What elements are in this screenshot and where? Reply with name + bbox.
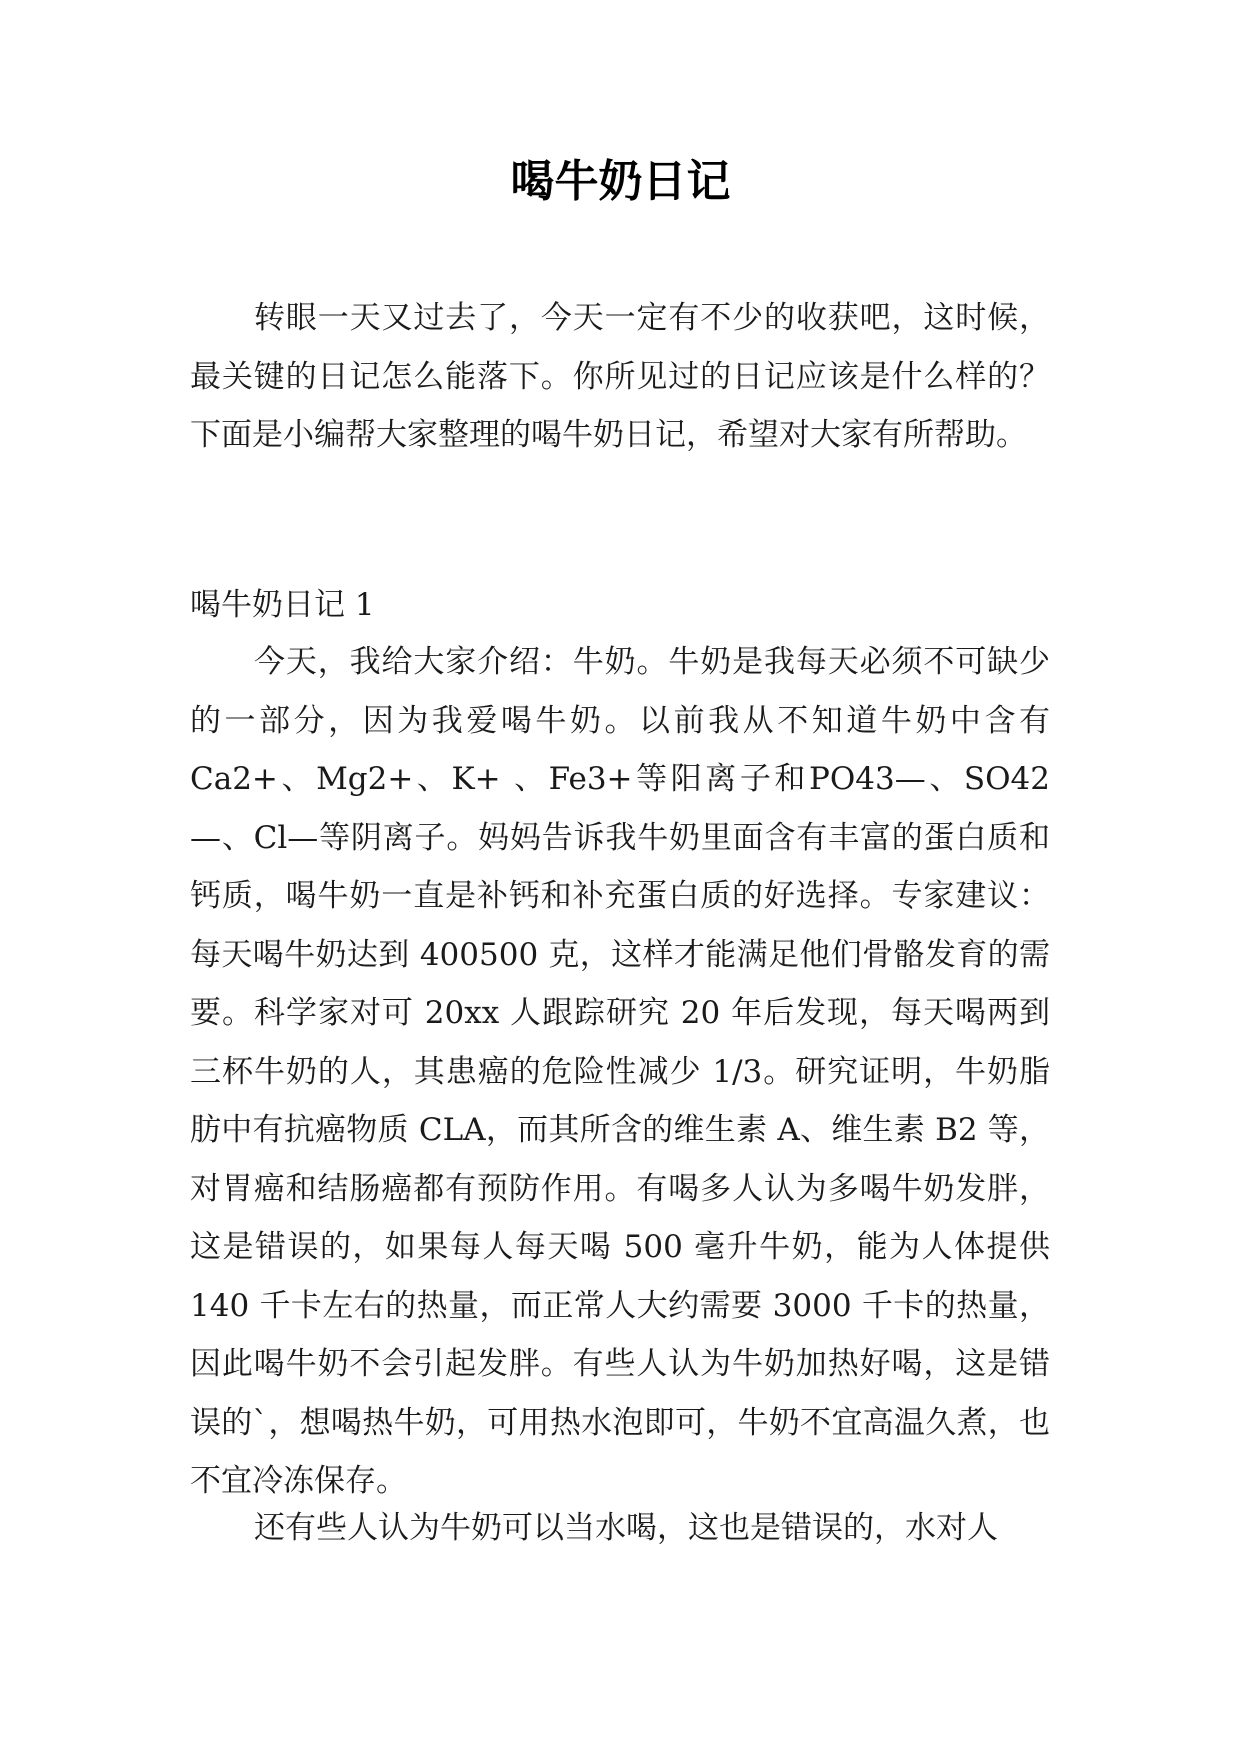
body-paragraph-1: 今天，我给大家介绍：牛奶。牛奶是我每天必须不可缺少的一部分，因为我爱喝牛奶。以前我从不知道牛奶中含有Ca2+、Mg2+、K+ 、Fe3+等阳离子和PO43—、SO42—、Cl—等阴离子。妈妈告诉我牛奶里面含有丰富的蛋白质和钙质，喝牛奶一直是补钙和补充蛋白质的好选择。专家建议：每天喝牛奶达到 400500 克，这样才能满足他们骨骼发育的需要。科学家对可 20xx 人跟踪研究 20 年后发现，每天喝两到三杯牛奶的人，其患癌的危险性减少 1/3。研究证明，牛奶脂肪中有抗癌物质 CLA，而其所含的维生素 A、维生素 B2 等，对胃癌和结肠癌都有预防作用。有喝多人认为多喝牛奶发胖，这是错误的，如果每人每天喝 500 毫升牛奶，能为人体提供 140 千卡左右的热量，而正常人大约需要 3000 千卡的热量，因此喝牛奶不会引起发胖。有些人认为牛奶加热好喝，这是错误的`，想喝热牛奶，可用热水泡即可，牛奶不宜高温久煮，也不宜冷冻保存。 (190, 644, 1050, 1499)
intro-paragraph: 转眼一天又过去了，今天一定有不少的收获吧，这时候，最关键的日记怎么能落下。你所见过的日记应该是什么样的？下面是小编帮大家整理的喝牛奶日记，希望对大家有所帮助。 (190, 300, 1050, 453)
document-title: 喝牛奶日记 (510, 156, 731, 207)
section-heading: 喝牛奶日记 1 (190, 587, 375, 623)
body-paragraph-2: 还有些人认为牛奶可以当水喝，这也是错误的，水对人 (254, 1510, 998, 1546)
